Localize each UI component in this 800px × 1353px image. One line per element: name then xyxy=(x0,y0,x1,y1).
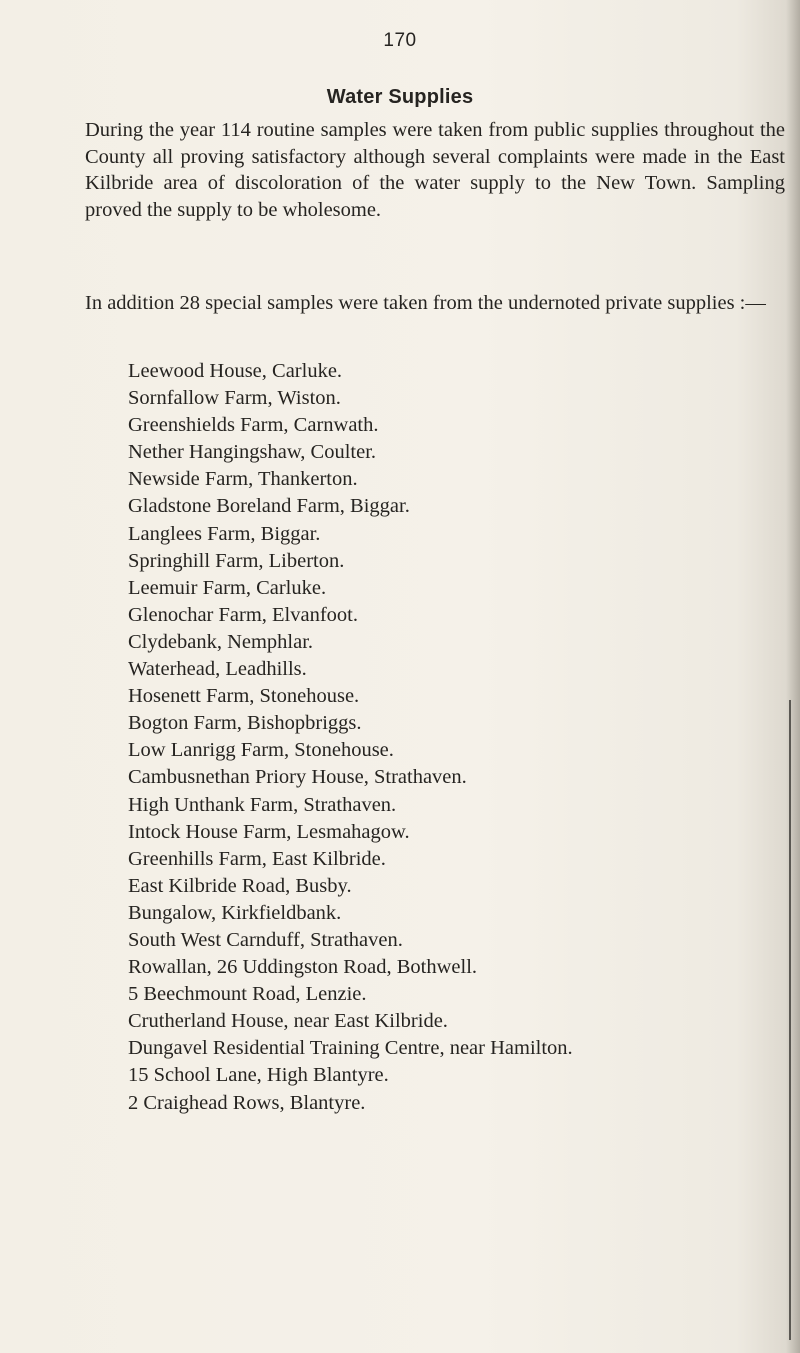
list-item: High Unthank Farm, Strathaven. xyxy=(128,793,397,816)
list-item: Leewood House, Carluke. xyxy=(128,360,343,382)
page-number: 170 xyxy=(383,30,417,51)
list-item: Springhill Farm, Liberton. xyxy=(128,549,345,572)
list-item: Rowallan, 26 Uddingston Road, Bothwell. xyxy=(128,956,478,979)
list-item: Hosenett Farm, Stonehouse. xyxy=(128,685,360,708)
list-item: Langlees Farm, Biggar. xyxy=(128,522,321,545)
page-edge-line xyxy=(789,700,791,1340)
list-item: Newside Farm, Thankerton. xyxy=(128,468,358,491)
list-item: Greenshields Farm, Carnwath. xyxy=(128,414,379,437)
list-item: Greenhills Farm, East Kilbride. xyxy=(128,847,386,870)
list-item: Leemuir Farm, Carluke. xyxy=(128,576,327,599)
list-item: Gladstone Boreland Farm, Biggar. xyxy=(128,495,410,518)
list-item: Bungalow, Kirkfieldbank. xyxy=(128,901,342,924)
list-item: Cambusnethan Priory House, Strathaven. xyxy=(128,766,467,789)
list-item: Bogton Farm, Bishopbriggs. xyxy=(128,712,362,735)
list-item: Waterhead, Leadhills. xyxy=(128,658,307,681)
list-item: Clydebank, Nemphlar. xyxy=(128,630,314,653)
list-item: 15 School Lane, High Blantyre. xyxy=(128,1064,389,1087)
list-item: South West Carnduff, Strathaven. xyxy=(128,928,403,951)
list-item: Glenochar Farm, Elvanfoot. xyxy=(128,603,358,626)
list-item: Dungavel Residential Training Centre, near Hamilton. xyxy=(128,1037,573,1060)
list-item: Low Lanrigg Farm, Stonehouse. xyxy=(128,739,394,762)
list-item: Sornfallow Farm, Wiston. xyxy=(128,387,341,410)
list-item: East Kilbride Road, Busby. xyxy=(128,874,352,897)
list-item: Crutherland House, near East Kilbride. xyxy=(128,1010,448,1033)
list-item: Intock House Farm, Lesmahagow. xyxy=(128,820,410,843)
intro-paragraph: During the year 114 routine samples were taken from public supplies throughout the County all proving satisfactory although several complaints were made in the East Kilbride area of discoloration of the water supply to the New Town. Sampling proved the supply to be wholesome. xyxy=(85,119,785,221)
special-samples-paragraph: In addition 28 special samples were taken from the undernoted private supplies :— xyxy=(85,292,766,314)
private-supplies-list xyxy=(128,358,573,1117)
list-item: Nether Hangingshaw, Coulter. xyxy=(128,441,377,464)
list-item: 5 Beechmount Road, Lenzie. xyxy=(128,983,367,1006)
section-heading: Water Supplies xyxy=(326,86,474,108)
list-item: 2 Craighead Rows, Blantyre. xyxy=(128,1091,366,1114)
